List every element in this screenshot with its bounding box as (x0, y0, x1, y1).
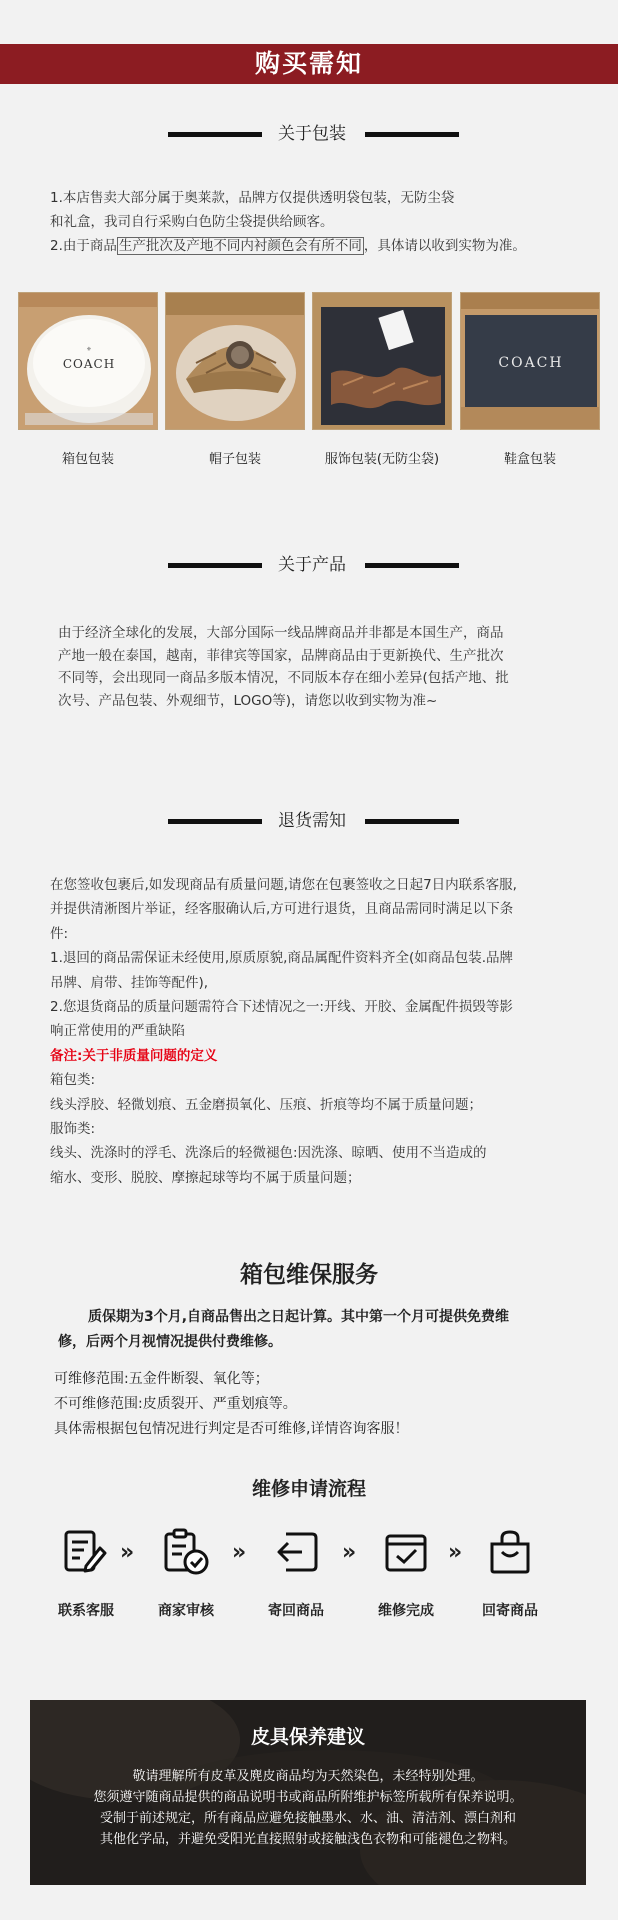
returns-line: 缩水、变形、脱胶、摩擦起球等均不属于质量问题； (50, 1169, 361, 1186)
step-label-contact: 联系客服 (58, 1603, 114, 1619)
flow-arrow-icon: » (342, 1540, 357, 1565)
product-line: 不同等，会出现同一商品多版本情况，不同版本存在细小差异(包括产地、批 (58, 670, 509, 686)
returns-text (50, 873, 517, 1190)
returns-heading-text: 退货需知 (278, 811, 346, 831)
returns-line: 并提供清淅图片举证，经客服确认后,方可进行退货，且商品需同时满足以下条 (50, 901, 514, 918)
packaging-line-3-pre: 2.由于商品 (50, 238, 117, 254)
care-line: 受制于前述规定，所有商品应避免接触墨水、水、油、清洁剂、漂白剂和 (99, 1811, 516, 1826)
flow-arrow-icon: » (120, 1540, 135, 1565)
packaging-line-2: 和礼盒，我司自行采购白色防尘袋提供给顾客。 (50, 214, 334, 230)
hat-packaging-caption: 帽子包装 (208, 452, 261, 467)
warranty-scope-line: 可维修范围:五金件断裂、氧化等； (54, 1371, 269, 1387)
returns-line: 响正常使用的严重缺陷 (50, 1023, 185, 1040)
returns-line: 线头、洗涤时的浮毛、洗涤后的轻微褪色:因洗涤、晾晒、使用不当造成的 (50, 1145, 487, 1162)
returns-note: 备注:关于非质量问题的定义 (50, 1047, 218, 1064)
bag-packaging-caption: 箱包包装 (61, 452, 114, 467)
step-label-repair-done: 维修完成 (378, 1603, 434, 1619)
heading-bar-left (168, 132, 262, 137)
leather-care-panel (30, 1700, 586, 1885)
returns-line: 2.您退货商品的质量问题需符合下述情况之一:开线、开胶、金属配件损毁等影 (50, 999, 513, 1016)
checklist-clock-icon (162, 1528, 210, 1576)
bag-logo-text: COACH (62, 357, 116, 371)
warranty-scope (54, 1367, 408, 1442)
packaging-line-3-post: ，具体请以收到实物为准。 (363, 238, 526, 254)
heading-bar-left (168, 819, 262, 824)
apparel-packaging-caption: 服饰包装(无防尘袋) (324, 452, 440, 467)
returns-line: 箱包类: (50, 1072, 96, 1089)
shoebox-packaging-caption: 鞋盒包装 (503, 452, 556, 467)
shoebox-logo-text: COACH (498, 355, 564, 371)
packaging-heading-text: 关于包装 (278, 124, 346, 144)
flow-arrow-icon: » (448, 1540, 463, 1565)
product-heading-text: 关于产品 (278, 555, 346, 575)
packaging-heading (0, 122, 618, 146)
return-arrow-icon (272, 1528, 320, 1576)
heading-bar-right (365, 819, 459, 824)
warranty-scope-line: 不可维修范围:皮质裂开、严重划痕等。 (54, 1396, 297, 1412)
step-label-send-back: 寄回商品 (268, 1603, 324, 1619)
bag-packaging-photo (18, 292, 158, 430)
step-label-return-ship: 回寄商品 (482, 1603, 538, 1619)
step-label-review: 商家审核 (158, 1603, 214, 1619)
packaging-line-1: 1.本店售卖大部分属于奥莱款，品牌方仅提供透明袋包装，无防尘袋 (50, 190, 455, 206)
care-line: 您须遵守随商品提供的商品说明书或商品所附维护标签所载所有保养说明。 (93, 1790, 523, 1805)
svg-text:⚜: ⚜ (86, 346, 92, 353)
packaging-line-3-highlight: 生产批次及产地不同内衬颜色会有所不同 (118, 238, 362, 254)
returns-line: 1.退回的商品需保证未经使用,原质原貌,商品属配件资料齐全(如商品包装.品牌 (50, 950, 514, 967)
shoebox-packaging-photo (460, 292, 600, 430)
returns-heading (0, 809, 618, 833)
warranty-line: 修，后两个月视情况提供付费维修。 (58, 1334, 282, 1350)
hat-packaging-photo (165, 292, 305, 430)
heading-bar-left (168, 563, 262, 568)
edit-note-icon (60, 1528, 108, 1576)
returns-line: 吊牌、肩带、挂饰等配件), (50, 974, 209, 991)
packaging-text (50, 186, 526, 258)
warranty-intro (58, 1305, 509, 1355)
process-heading: 维修申请流程 (251, 1478, 366, 1500)
apparel-packaging-photo (312, 292, 452, 430)
returns-line: 件: (50, 925, 69, 942)
flow-arrow-icon: » (232, 1540, 247, 1565)
product-text (58, 622, 509, 712)
packaging-line-3 (50, 234, 526, 258)
care-text (30, 1766, 586, 1850)
warranty-heading: 箱包维保服务 (240, 1262, 378, 1288)
page-banner: 购买需知 (0, 44, 618, 84)
warranty-scope-line: 具体需根据包包情况进行判定是否可维修,详情咨询客服！ (54, 1421, 409, 1437)
heading-bar-right (365, 132, 459, 137)
product-heading (0, 553, 618, 577)
returns-line: 线头浮胶、轻微划痕、五金磨损氧化、压痕、折痕等均不属于质量问题； (50, 1096, 482, 1113)
product-line: 产地一般在泰国，越南，菲律宾等国家，品牌商品由于更新换代、生产批次 (58, 647, 504, 664)
check-box-icon (382, 1528, 430, 1576)
returns-line: 在您签收包裹后,如发现商品有质量问题,请您在包裹签收之日起7日内联系客服, (50, 877, 517, 893)
returns-line: 服饰类: (50, 1121, 96, 1138)
care-line: 敬请理解所有皮革及麂皮商品均为天然染色，未经特别处理。 (132, 1769, 484, 1784)
care-heading: 皮具保养建议 (250, 1726, 365, 1748)
product-line: 由于经济全球化的发展，大部分国际一线品牌商品并非都是本国生产，商品 (58, 625, 504, 641)
care-line: 其他化学品，并避免受阳光直接照射或接触浅色衣物和可能褪色之物料。 (99, 1832, 516, 1847)
warranty-line: 质保期为3个月,自商品售出之日起计算。其中第一个月可提供免费维 (88, 1309, 510, 1325)
shopping-bag-icon (486, 1528, 534, 1576)
heading-bar-right (365, 563, 459, 568)
product-line: 次号、产品包装、外观细节，LOGO等)，请您以收到实物为准~ (58, 692, 438, 709)
